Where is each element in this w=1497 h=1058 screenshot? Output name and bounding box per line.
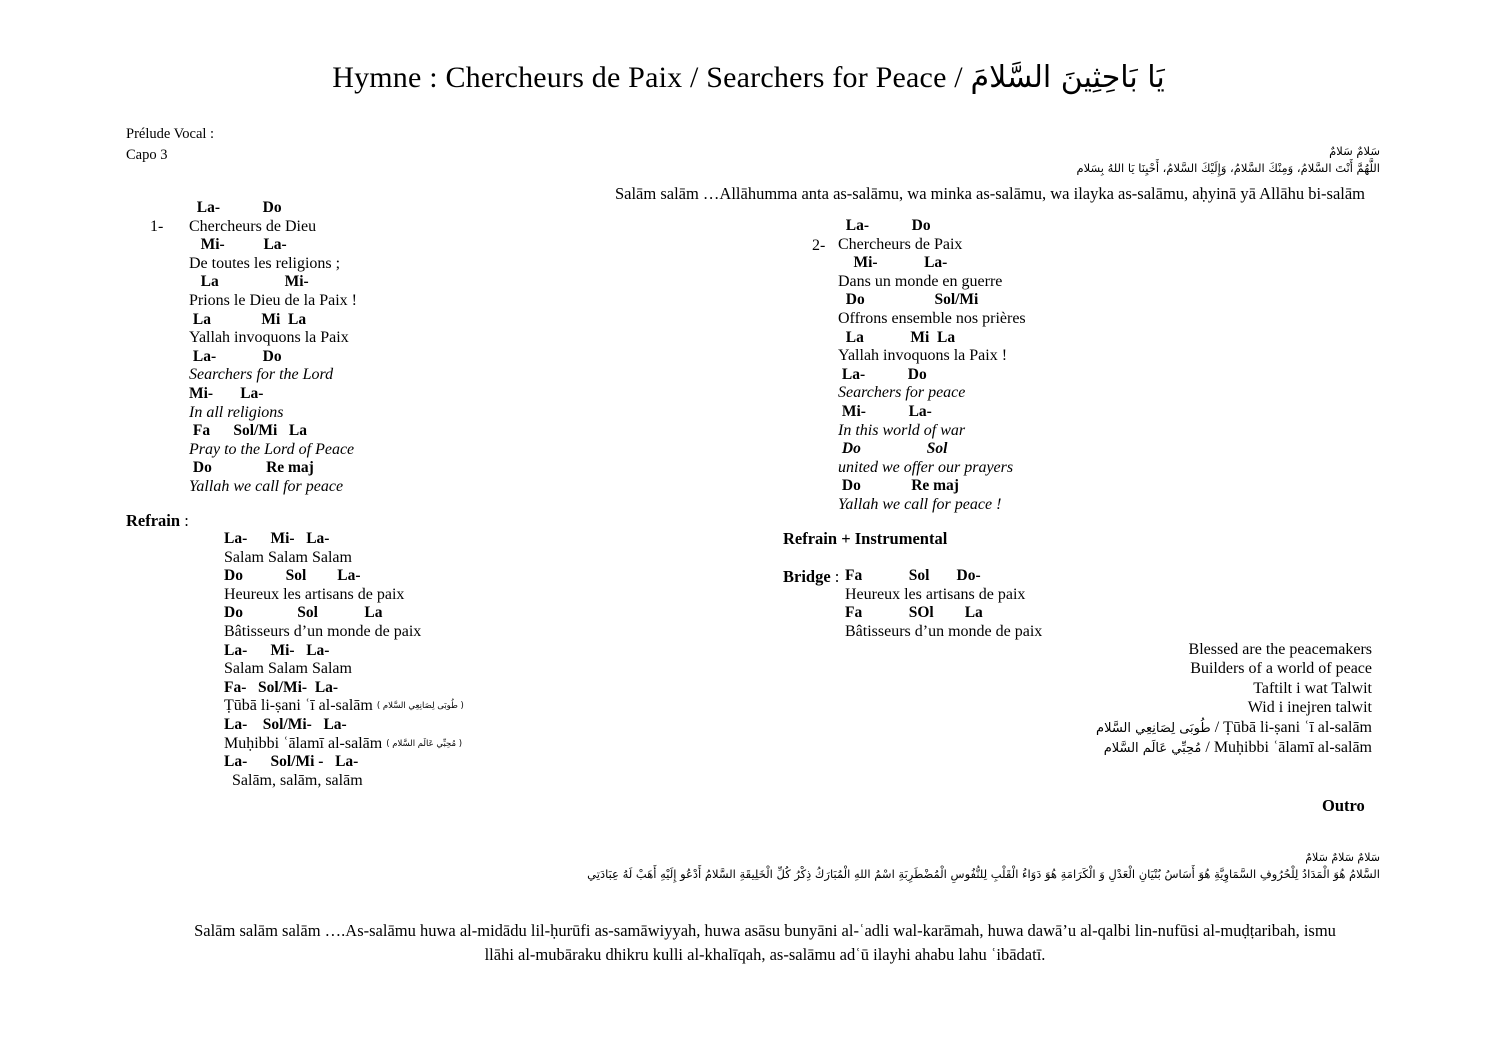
bridge-body <box>845 567 1042 641</box>
blessed-line: Blessed are the peacemakers <box>1188 641 1372 658</box>
blessed-line-arabic: طُوبَى لِصَانِعِي السَّلام <box>1096 720 1211 736</box>
page-title <box>0 58 1497 98</box>
refrain-lyric-line: Salām, salām, salām <box>224 771 363 789</box>
outro-transliteration <box>120 919 1410 967</box>
blessed-line <box>900 738 1372 758</box>
verse-2-lyric-line: Yallah invoquons la Paix ! <box>838 347 1008 365</box>
verse-1-lyric-line: Chercheurs de Dieu <box>189 217 317 235</box>
bridge-lyric-line: Bâtisseurs d’un monde de paix <box>845 622 1043 640</box>
refrain-lyric-line: Salam Salam Salam <box>224 660 352 678</box>
blessed-line <box>900 718 1372 738</box>
capo-label: Capo 3 <box>126 147 168 163</box>
refrain-heading <box>126 511 189 531</box>
refrain-instrumental-heading: Refrain + Instrumental <box>783 529 948 548</box>
title-latin: Hymne : Chercheurs de Paix / Searchers for Peace / <box>332 61 971 94</box>
verse-1-lyric-line: Prions le Dieu de la Paix ! <box>189 291 357 309</box>
outro-arabic-line-2: السَّلامُ هُوَ الْمَدَادُ لِلْحُرُوفِ السَّمَاوِيَّةِ هُوَ أَسَاسُ بُنْيَانِ الْعَدْلِ وَ الْكَرَامَةِ هُوَ دَوَاءُ الْقَلْبِ لِلنُّفُوسِ الْمُضْطَرِبَةِ اسْمُ اللهِ الْمُبَارَكُ ذِكْرُ كُلِّ الْخَلِيقَةِ السَّلامُ أَدْعُو إِلَيْهِ أَهَبْ لَهُ عِبَادَتِي <box>587 867 1380 881</box>
refrain-chord-line: La- Mi- La- <box>224 530 330 547</box>
verse-2-lyric-line: Yallah we call for peace ! <box>838 495 1002 513</box>
verse-2-chord-line: La- Do <box>838 365 927 383</box>
verse-1-lyric-line: Searchers for the Lord <box>189 366 334 384</box>
verse-1-chord-line: Mi- La- <box>189 236 287 254</box>
prelude-label-block <box>126 124 214 166</box>
refrain-body <box>224 530 464 790</box>
verse-2-chord-line: La- Do <box>838 217 931 234</box>
prelude-label: Prélude Vocal : <box>126 126 215 142</box>
refrain-arabic-gloss: ( مُحِبِّي عَالَم السَّلام ) <box>386 738 463 749</box>
verse-2-chord-line: Do Sol <box>838 440 948 458</box>
verse-1-number: 1- <box>150 218 164 235</box>
blessed-line-latin: / Ṭūbā li-ṣani ʿī al-salām <box>1210 718 1372 736</box>
refrain-lyric-line: Salam Salam Salam <box>224 548 352 566</box>
verse-1 <box>189 199 357 497</box>
verse-2-chord-line: Mi- La- <box>838 402 932 420</box>
outro-heading: Outro <box>1322 796 1365 815</box>
verse-1-lyric-line: Yallah we call for peace <box>189 477 344 495</box>
verse-1-chord-line: Fa Sol/Mi La <box>189 422 307 440</box>
refrain-chord-line: Do Sol La <box>224 604 383 622</box>
refrain-chord-line: La- Sol/Mi - La- <box>224 753 359 771</box>
outro-transliteration-line-1: Salām salām salām ….As-salāmu huwa al-midādu lil-ḥurūfi as-samāwiyyah, huwa asāsu bunyāni al-ʿadli wal-karāmah, huwa dawā’u al-qalbi lin-nufūsi al-muḍṭaribah, ismu <box>194 921 1336 940</box>
refrain-lyric-line: Bâtisseurs d’un monde de paix <box>224 622 422 640</box>
blessed-line-arabic: مُحِبِّي عَالَم السَّلام <box>1103 741 1202 757</box>
refrain-lyric-text: Muḥibbi ʿālamī al-salām <box>224 734 387 752</box>
verse-1-chord-line: La Mi- <box>189 273 309 291</box>
verse-2-chord-line: Mi- La- <box>838 254 948 272</box>
prelude-arabic-line-1: سَلامٌ سَلامٌ <box>1329 144 1380 158</box>
verse-2-chord-line: Do Re maj <box>838 477 959 495</box>
outro-transliteration-line-2: llāhi al-mubāraku dhikru kulli al-khalīqah, as-salāmu adʿū ilayhi ahabu lahu ʿibādatī. <box>484 945 1046 964</box>
verse-1-lyric-line: Yallah invoquons la Paix <box>189 329 349 347</box>
blessed-line: Builders of a world of peace <box>1190 660 1372 678</box>
blessed-line: Taftilt i wat Talwit <box>1253 679 1372 697</box>
verse-1-chord-line: Do Re maj <box>189 459 314 477</box>
bridge-lyric-line: Heureux les artisans de paix <box>845 585 1026 603</box>
refrain-lyric-text: Ṭūbā li-ṣani ʿī al-salām <box>224 697 377 715</box>
verse-1-chord-line: La- Do <box>189 347 282 365</box>
verse-2-lyric-line: Dans un monde en guerre <box>838 272 1003 290</box>
refrain-chord-line: Do Sol La- <box>224 567 361 585</box>
bridge-heading-text: Bridge <box>783 567 831 586</box>
blessed-line-latin: / Muḥibbi ʿālamī al-salām <box>1201 739 1372 757</box>
verse-2-number: 2- <box>812 237 826 254</box>
refrain-arabic-gloss: ( طُوبَى لِصَانِعِي السَّلام ) <box>376 701 464 712</box>
verse-1-lyric-line: Pray to the Lord of Peace <box>189 440 355 458</box>
refrain-heading-colon: : <box>180 511 189 530</box>
verse-1-chord-line: Mi- La- <box>189 384 264 402</box>
refrain-lyric-line <box>224 735 464 754</box>
outro-arabic-line-1: سَلامٌ سَلامٌ سَلامٌ <box>1305 851 1380 864</box>
bridge-chord-line: Fa SOl La <box>845 604 983 622</box>
blessed-are-peacemakers-block <box>900 640 1372 758</box>
refrain-heading-text: Refrain <box>126 511 181 530</box>
refrain-chord-line: Fa- Sol/Mi- La- <box>224 678 339 696</box>
prelude-arabic-line-2: اللَّهُمَّ أَنْتَ السَّلامُ، وَمِنْكَ السَّلامُ، وَإِلَيْكَ السَّلامُ، أَحْيِنَا يَا اللهُ بِسَلام <box>1076 161 1380 175</box>
verse-2-chord-line: Do Sol/Mi <box>838 291 979 309</box>
refrain-chord-line: La- Sol/Mi- La- <box>224 715 347 733</box>
bridge-heading <box>783 567 839 587</box>
refrain-lyric-line <box>224 697 464 716</box>
verse-2-lyric-line: united we offer our prayers <box>838 458 1014 476</box>
verse-1-lyric-line: De toutes les religions ; <box>189 254 341 272</box>
refrain-chord-line: La- Mi- La- <box>224 641 330 659</box>
verse-2 <box>838 217 1026 515</box>
prelude-transliteration: Salām salām …Allāhumma anta as-salāmu, wa minka as-salāmu, wa ilayka as-salāmu, aḥyinā yā Allāhu bi-salām <box>614 184 1366 203</box>
verse-2-lyric-line: In this world of war <box>838 421 966 439</box>
verse-1-chord-line: La- Do <box>189 199 282 216</box>
refrain-lyric-line: Heureux les artisans de paix <box>224 585 405 603</box>
verse-2-lyric-line: Offrons ensemble nos prières <box>838 309 1026 327</box>
verse-1-lyric-line: In all religions <box>189 403 284 421</box>
bridge-heading-colon: : <box>830 567 840 586</box>
blessed-line: Wid i inejren talwit <box>1247 699 1372 717</box>
verse-2-lyric-line: Searchers for peace <box>838 384 966 402</box>
verse-2-lyric-line: Chercheurs de Paix <box>838 235 963 253</box>
prelude-arabic <box>600 143 1380 177</box>
title-arabic: يَا بَاحِثِينَ السَّلامَ <box>970 60 1165 95</box>
outro-arabic <box>380 849 1380 883</box>
verse-1-chord-line: La Mi La <box>189 310 307 328</box>
verse-2-chord-line: La Mi La <box>838 328 956 346</box>
bridge-chord-line: Fa Sol Do- <box>845 567 981 584</box>
